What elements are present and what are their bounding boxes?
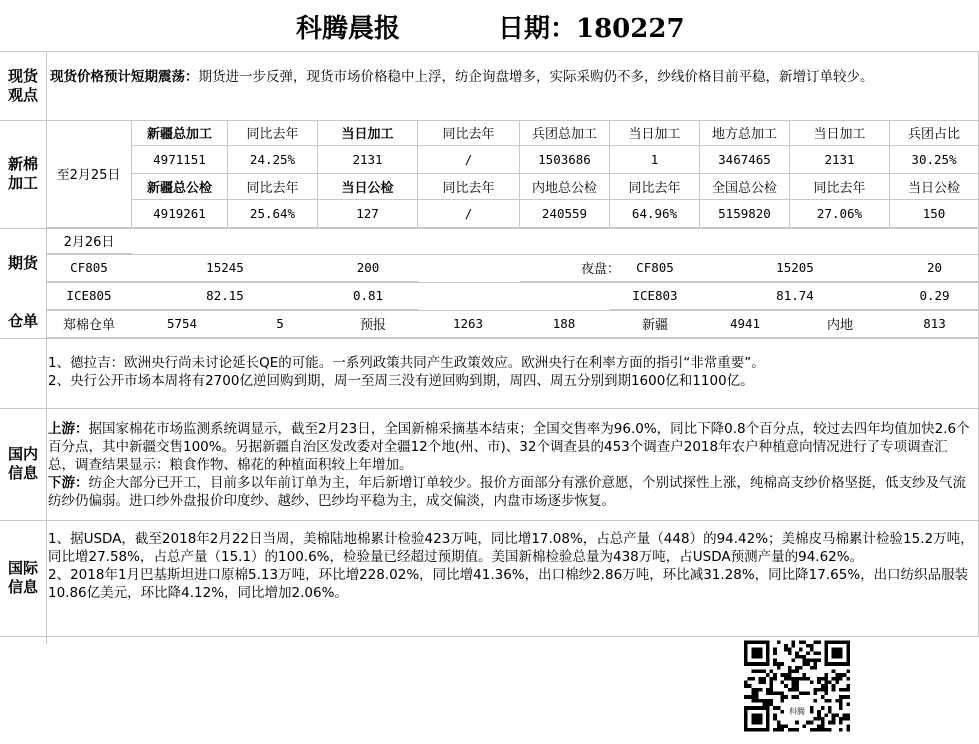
processing-header-r0-c7: 当日加工 [790, 120, 890, 146]
report-header [0, 0, 979, 52]
night-price: 15205 [700, 254, 890, 282]
processing-header-r2-c7: 同比去年 [790, 174, 890, 200]
processing-header-r2-c8: 当日公检 [890, 174, 979, 200]
night-contract: CF805 [610, 254, 700, 282]
cf-contract: CF805 [46, 254, 132, 282]
ice-price: 82.15 [132, 282, 318, 310]
processing-header-r2-c5: 同比去年 [610, 174, 700, 200]
night-change: 20 [890, 254, 979, 282]
processing-header-r2-c6: 全国总公检 [700, 174, 790, 200]
processing-header-r0-c4: 兵团总加工 [520, 120, 610, 146]
processing-value-r3-c2: 127 [318, 200, 418, 228]
qr-code-icon [744, 640, 850, 732]
processing-value-r3-c8: 150 [890, 200, 979, 228]
processing-value-r3-c6: 5159820 [700, 200, 790, 228]
processing-value-r1-c7: 2131 [790, 146, 890, 174]
spot-label [0, 52, 46, 120]
zz-value: 5754 [132, 310, 232, 338]
ice2-change: 0.29 [890, 282, 979, 310]
processing-label-text: 新棉 加工 [7, 155, 38, 192]
processing-value-r1-c0: 4971151 [132, 146, 228, 174]
processing-value-r3-c5: 64.96% [610, 200, 700, 228]
processing-label [0, 120, 46, 228]
processing-header-r2-c1: 同比去年 [228, 174, 318, 200]
processing-value-r3-c0: 4919261 [132, 200, 228, 228]
processing-value-r1-c5: 1 [610, 146, 700, 174]
xj-label: 新疆 [610, 310, 700, 338]
processing-value-r1-c2: 2131 [318, 146, 418, 174]
warehouse-label: 仓单 [7, 311, 38, 330]
forecast-value: 1263 [418, 310, 518, 338]
processing-value-r1-c8: 30.25% [890, 146, 979, 174]
processing-header-r0-c1: 同比去年 [228, 120, 318, 146]
processing-header-r0-c6: 地方总加工 [700, 120, 790, 146]
processing-header-r0-c3: 同比去年 [418, 120, 520, 146]
report-brand: 科腾晨报 [296, 14, 401, 44]
futures-label: 期货 [7, 253, 38, 272]
intl-line-1: 1、据USDA，截至2018年2月22日当周，美棉陆地棉累计检验423万吨，同比增17.08%，占总产量（448）的94.42%；美棉皮马棉累计检验15.2万吨，同比增27.58%，占总产量（15.1）的100.6%，检验量已经超过预期值。美国新棉检验总量为438万吨，占USDA预测产量的94.62%。 [48, 531, 974, 565]
forecast-label: 预报 [328, 310, 418, 338]
processing-header-r2-c3: 同比去年 [418, 174, 520, 200]
futures-date: 2月26日 [46, 228, 132, 254]
qr-caption: 科腾 [789, 707, 805, 716]
upstream-text: 据国家棉花市场监测系统调显示，截至2月23日，全国新棉采摘基本结束；全国交售率为96.0%，同比下降0.8个百分点，较过去四年均值加快2.6个百分点，其中新疆交售100%。另据新疆自治区发改委对全疆12个地(州、市)、32个调查县的453个调查户2018年农户种植意向情况进行了专项调查汇总，调查结果显示：粮食作物、棉花的种植面积较上年增加。 [48, 421, 970, 473]
processing-value-r1-c4: 1503686 [520, 146, 610, 174]
macro-line-1: 1、德拉吉：欧洲央行尚未讨论延长QE的可能。一系列政策共同产生政策效应。欧洲央行在利率方面的指引“非常重要”。 [48, 355, 765, 371]
nd-label: 内地 [790, 310, 890, 338]
ice2-price: 81.74 [700, 282, 890, 310]
spot-label-text: 现货 观点 [7, 67, 38, 104]
spot-view [50, 68, 974, 86]
processing-header-r0-c5: 当日加工 [610, 120, 700, 146]
processing-header-r0-c0: 新疆总加工 [132, 120, 228, 146]
downstream-label: 下游： [48, 475, 89, 491]
international-news [48, 530, 974, 602]
spot-headline: 现货价格预计短期震荡： [50, 69, 199, 85]
processing-header-r0-c2: 当日加工 [318, 120, 418, 146]
spot-text: 期货进一步反弹，现货市场价格稳中上浮，纺企询盘增多，实际采购仍不多，纱线价格目前平稳，新增订单较少。 [198, 69, 874, 85]
international-label-text: 国际 信息 [7, 559, 38, 596]
ice2-contract: ICE803 [610, 282, 700, 310]
processing-date: 至2月25日 [46, 120, 132, 228]
night-label: 夜盘： [520, 254, 620, 282]
xj-value: 4941 [700, 310, 790, 338]
downstream-text: 纺企大部分已开工，目前多以年前订单为主，年后新增订单较少。报价方面部分有涨价意愿，个别试探性上涨，纯棉高支纱价格坚挺，低支纱及气流纺纱仍偏弱。进口纱外盘报价印度纱、越纱、巴纱均平稳为主，成交偏淡，内盘市场逐步恢复。 [48, 475, 966, 509]
processing-value-r3-c1: 25.64% [228, 200, 318, 228]
zz-label: 郑棉仓单 [46, 310, 132, 338]
processing-header-r2-c4: 内地总公检 [520, 174, 610, 200]
ice-contract: ICE805 [46, 282, 132, 310]
report-date: 日期：180227 [498, 14, 685, 44]
macro-line-2: 2、央行公开市场本周将有2700亿逆回购到期，周一至周三没有逆回购到期，周四、周五分别到期1600亿和1100亿。 [48, 373, 754, 389]
international-label [0, 520, 46, 636]
processing-header-r0-c8: 兵团占比 [890, 120, 979, 146]
domestic-label [0, 408, 46, 520]
macro-news [48, 354, 974, 390]
intl-line-2: 2、2018年1月巴基斯坦进口原棉5.13万吨，环比增228.02%，同比增41.36%，出口棉纱2.86万吨，环比减31.28%，同比降17.65%，出口纺织品服装10.86亿美元，环比降4.12%，同比增加2.06%。 [48, 567, 969, 601]
processing-header-r2-c2: 当日公检 [318, 174, 418, 200]
forecast-change: 188 [518, 310, 610, 338]
processing-value-r1-c3: / [418, 146, 520, 174]
cf-price: 15245 [132, 254, 318, 282]
cf-change: 200 [318, 254, 418, 282]
domestic-news [48, 420, 974, 510]
processing-value-r3-c4: 240559 [520, 200, 610, 228]
processing-value-r1-c6: 3467465 [700, 146, 790, 174]
processing-value-r3-c3: / [418, 200, 520, 228]
processing-value-r1-c1: 24.25% [228, 146, 318, 174]
ice-change: 0.81 [318, 282, 418, 310]
processing-header-r2-c0: 新疆总公检 [132, 174, 228, 200]
domestic-label-text: 国内 信息 [7, 445, 38, 482]
processing-value-r3-c7: 27.06% [790, 200, 890, 228]
nd-value: 813 [890, 310, 979, 338]
zz-change: 5 [232, 310, 328, 338]
upstream-label: 上游： [48, 421, 89, 437]
